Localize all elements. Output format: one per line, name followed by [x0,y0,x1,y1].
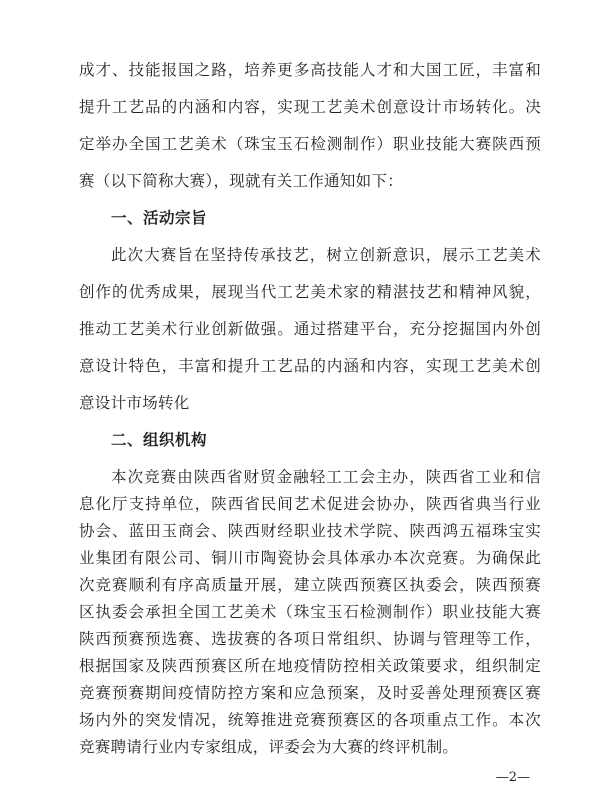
section2-line-4: 业集团有限公司、铜川市陶瓷协会具体承办本次竞赛。为确保此 [79,549,541,567]
section2-line-1: 本次竞赛由陕西省财贸金融轻工工会主办，陕西省工业和信 [111,468,541,486]
section2-line-10: 场内外的突发情况，统筹推进竞赛预赛区的各项重点工作。本次 [79,711,541,729]
intro-line-2: 提升工艺品的内涵和内容，实现工艺美术创意设计市场转化。决 [79,98,541,116]
section2-line-11: 竞赛聘请行业内专家组成，评委会为大赛的终评机制。 [79,738,459,756]
section-heading-organization: 二、组织机构 [111,431,208,449]
section1-line-4: 意设计特色，丰富和提升工艺品的内涵和内容，实现工艺美术创 [79,357,541,375]
section2-line-9: 竞赛预赛期间疫情防控方案和应急预案，及时妥善处理预赛区赛 [79,684,541,702]
section2-line-5: 次竞赛顺利有序高质量开展，建立陕西预赛区执委会，陕西预赛 [79,576,541,594]
page-number: —2— [495,770,530,785]
intro-line-1: 成才、技能报国之路，培养更多高技能人才和大国工匠，丰富和 [79,61,541,79]
section1-line-2: 创作的优秀成果，展现当代工艺美术家的精湛技艺和精神风貌， [79,283,541,301]
section1-line-1: 此次大赛旨在坚持传承技艺，树立创新意识，展示工艺美术 [111,246,541,264]
intro-line-3: 定举办全国工艺美术（珠宝玉石检测制作）职业技能大赛陕西预 [79,135,541,153]
intro-line-4: 赛（以下简称大赛），现就有关工作通知如下： [79,172,404,190]
section2-line-6: 区执委会承担全国工艺美术（珠宝玉石检测制作）职业技能大赛 [79,603,541,621]
section2-line-3: 协会、蓝田玉商会、陕西财经职业技术学院、陕西鸿五福珠宝实 [79,522,541,540]
section1-line-5: 意设计市场转化 [79,394,190,412]
section2-line-8: 根据国家及陕西预赛区所在地疫情防控相关政策要求，组织制定 [79,657,541,675]
section2-line-7: 陕西预赛预选赛、选拔赛的各项日常组织、协调与管理等工作， [79,630,541,648]
section1-line-3: 推动工艺美术行业创新做强。通过搭建平台，充分挖掘国内外创 [79,320,541,338]
section2-line-2: 息化厅支持单位，陕西省民间艺术促进会协办，陕西省典当行业 [79,495,541,513]
section-heading-purpose: 一、活动宗旨 [111,209,208,227]
